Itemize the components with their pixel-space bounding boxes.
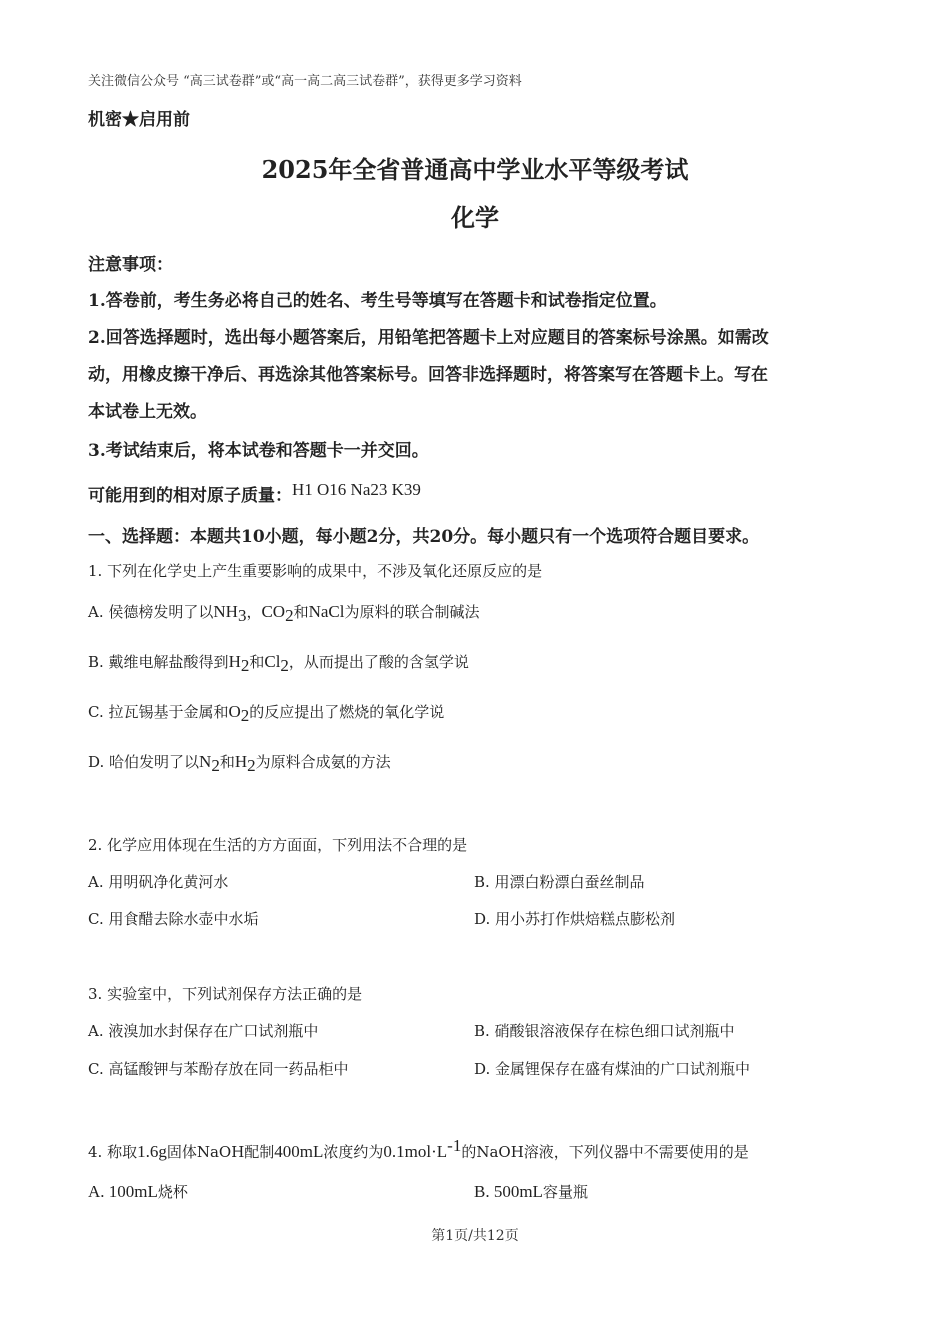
q3-option-d: D. 金属锂保存在盛有煤油的广口试剂瓶中 [474, 1060, 751, 1078]
q2-stem: 2. 化学应用体现在生活的方方面面，下列用法不合理的是 [88, 836, 468, 854]
q2-option-c: C. 用食醋去除水壶中水垢 [88, 910, 259, 928]
page-number: 第1页/共12页 [431, 1228, 519, 1244]
q2-option-d: D. 用小苏打作烘焙糕点膨松剂 [474, 910, 676, 928]
section-1-heading: 一、选择题：本题共10小题，每小题2分，共20分。每小题只有一个选项符合题目要求。 [88, 527, 760, 547]
note-2-line-1: 2.回答选择题时，选出每小题答案后，用铅笔把答题卡上对应题目的答案标号涂黑。如需改 [88, 328, 769, 348]
q4-stem: 4. 称取1.6g固体NaOH配制400mL浓度约为$0.1mol\cdot L^{-1}$的NaOH溶液，下列仪器中不需要使用的是 [88, 1136, 749, 1161]
q3-option-c: C. 高锰酸钾与苯酚存放在同一药品柜中 [88, 1060, 349, 1078]
q4-option-b: B. 500mL容量瓶 [474, 1182, 588, 1201]
note-3: 3.考试结束后，将本试卷和答题卡一并交回。 [88, 441, 429, 461]
wechat-promo-note: 关注微信公众号 “高三试卷群”或“高一高二高三试卷群”，获得更多学习资料 [88, 74, 522, 89]
subject-title: 化学 [451, 203, 499, 232]
q2-option-b: B. 用漂白粉漂白蚕丝制品 [474, 873, 645, 891]
atomic-mass-label: 可能用到的相对原子质量： [88, 486, 292, 506]
confidential-label: 机密★启用前 [88, 110, 190, 130]
exam-title: 2025年全省普通高中学业水平等级考试 [261, 155, 689, 184]
q2-option-a: A. 用明矾净化黄河水 [88, 873, 229, 891]
q1-option-d: D. 哈伯发明了以$N_2$和$H_2$为原料合成氨的方法 [88, 752, 391, 775]
q1-option-c: C. 拉瓦锡基于金属和$O_2$的反应提出了燃烧的氧化学说 [88, 702, 445, 725]
notes-heading: 注意事项： [88, 255, 173, 275]
q4-option-a: A. 100mL烧杯 [88, 1182, 188, 1201]
atomic-mass-line [88, 481, 421, 506]
note-1: 1.答卷前，考生务必将自己的姓名、考生号等填写在答题卡和试卷指定位置。 [88, 291, 667, 311]
q3-option-a: A. 液溴加水封保存在广口试剂瓶中 [88, 1022, 319, 1040]
q1-option-a: A. 侯德榜发明了以$NH_3$，$CO_2$和NaCl为原料的联合制碱法 [88, 602, 480, 625]
q1-stem: 1. 下列在化学史上产生重要影响的成果中，不涉及氧化还原反应的是 [88, 562, 543, 580]
atomic-mass-values: H1 O16 Na23 K39 [292, 480, 421, 499]
note-2-line-2: 动，用橡皮擦干净后、再选涂其他答案标号。回答非选择题时，将答案写在答题卡上。写在 [88, 365, 768, 385]
q3-stem: 3. 实验室中，下列试剂保存方法正确的是 [88, 985, 363, 1003]
q1-option-b: B. 戴维电解盐酸得到$H_2$和$Cl_2$，从而提出了酸的含氢学说 [88, 652, 469, 675]
note-2-line-3: 本试卷上无效。 [88, 402, 207, 422]
q3-option-b: B. 硝酸银溶液保存在棕色细口试剂瓶中 [474, 1022, 735, 1040]
